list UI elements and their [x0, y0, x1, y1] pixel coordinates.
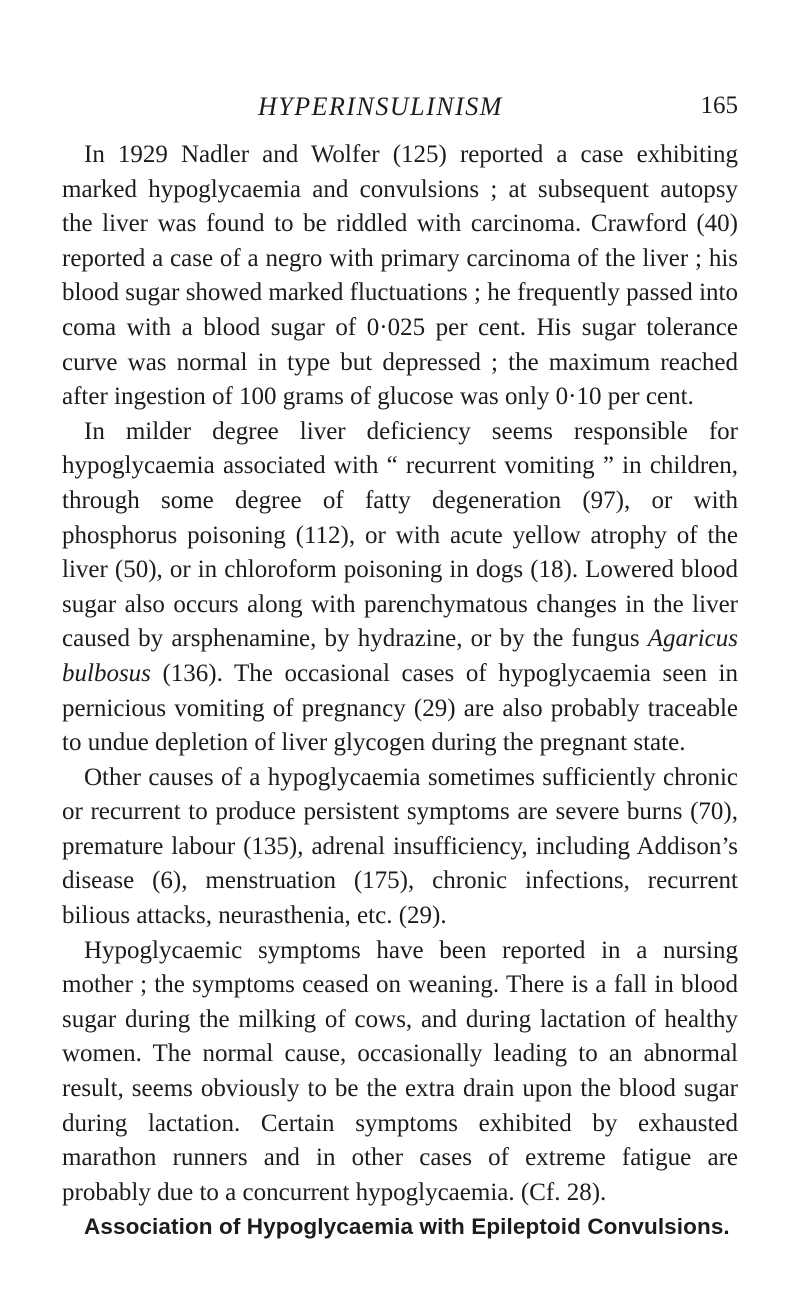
running-title: HYPERINSULINISM: [258, 92, 503, 121]
paragraph-liver-carcinoma: In 1929 Nadler and Wolfer (125) reported a case exhibiting marked hypoglycaemia and convulsions ; at subsequent autopsy the liver was found to be riddled with carcinoma. Crawford (40) reported a case of a negro with primary carcinoma of the liver ; his blood sugar showed marked fluctuations ; he frequently passed into coma with a blood sugar of 0·025 per cent. His sugar tolerance curve was normal in type but depressed ; the maximum reached after ingestion of 100 grams of glucose was only 0·10 per cent.: [62, 141, 738, 411]
page-number: 165: [700, 92, 738, 119]
paragraph-liver-deficiency: [62, 415, 738, 761]
paragraph-other-causes: Other causes of a hypoglycaemia sometimes sufficiently chronic or recurrent to produce persistent symptoms are severe burns (70), premature labour (135), adrenal insufficiency, including Addison’s disease (6), menstruation (175), chronic infections, recurrent bilious attacks, neurasthenia, etc. (29).: [62, 763, 738, 930]
paragraph-text-before-italic: In milder degree liver deficiency seems responsible for hypoglycaemia associated with “ recurrent vomiting ” in children, through some degree of fatty degeneration (97), or with phosphorus poisoning (112), or with acute yellow atrophy of the liver (50), or in chloroform poisoning in dogs (18). Lowered blood sugar also occurs along with parenchymatous changes in the liver caused by arsphenamine, by hydrazine, or by the fungus: [62, 417, 738, 653]
paragraph-text-after-italic: (136). The occasional cases of hypoglycaemia seen in pernicious vomiting of pregnancy (29) are also probably traceable to undue depletion of liver glycogen during the pregnant state.: [62, 659, 738, 757]
italic-species-name: Agaricus bulbosus: [62, 625, 738, 687]
paragraph-lactation: Hypoglycaemic symptoms have been reported in a nursing mother ; the symptoms ceased on weaning. There is a fall in blood sugar during the milking of cows, and during lactation of healthy women. The normal cause, occasionally leading to an abnormal result, seems obviously to be the extra drain upon the blood sugar during lactation. Certain symptoms exhibited by exhausted marathon runners and in other cases of extreme fatigue are probably due to a concurrent hypoglycaemia. (Cf. 28).: [62, 936, 738, 1206]
page-header: [258, 92, 738, 128]
body-text: [62, 138, 738, 1245]
section-heading: Association of Hypoglycaemia with Epileptoid Convulsions.: [84, 1214, 730, 1240]
